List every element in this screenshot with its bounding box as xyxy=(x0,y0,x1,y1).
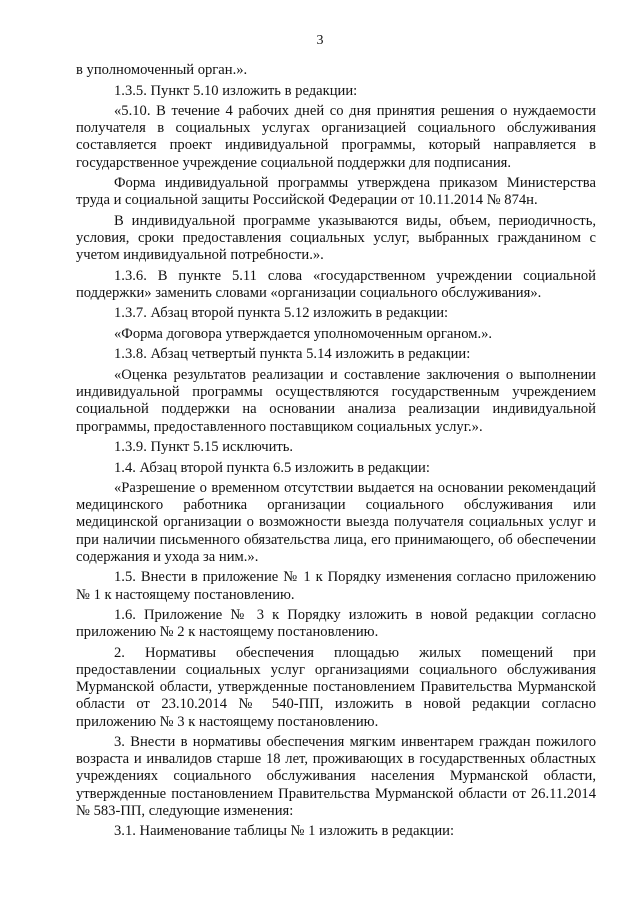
page-number: 3 xyxy=(316,33,324,48)
paragraph: «5.10. В течение 4 рабочих дней со дня принятия решения о нуждаемости получателя в социальных услугах организацией социального обслуживания составляется проект индивидуальной программы, который направляется в государственное учреждение социальной поддержки для подписания. xyxy=(76,103,596,171)
paragraph: 3.1. Наименование таблицы № 1 изложить в редакции: xyxy=(114,823,455,840)
paragraph: 1.3.7. Абзац второй пункта 5.12 изложить в редакции: xyxy=(114,305,449,322)
paragraph: в уполномоченный орган.». xyxy=(76,62,248,78)
paragraph: В индивидуальной программе указываются виды, объем, периодичность, условия, сроки предоставления социальных услуг, выбранных гражданином с учетом индивидуальной потребности.». xyxy=(76,212,596,264)
paragraph: 1.5. Внести в приложение № 1 к Порядку изменения согласно приложению № 1 к настоящему постановлению. xyxy=(76,569,596,603)
paragraph: 1.3.6. В пункте 5.11 слова «государственном учреждении социальной поддержки» заменить словами «организации социального обслуживания». xyxy=(76,267,596,301)
paragraph: 1.3.9. Пункт 5.15 исключить. xyxy=(114,439,294,456)
paragraph: Форма индивидуальной программы утверждена приказом Министерства труда и социальной защиты Российской Федерации от 10.11.2014 № 874н. xyxy=(76,175,596,209)
paragraph: 1.6. Приложение № 3 к Порядку изложить в новой редакции согласно приложению № 2 к настоящему постановлению. xyxy=(76,607,596,641)
paragraph: 1.3.5. Пункт 5.10 изложить в редакции: xyxy=(114,82,358,99)
paragraph: 3. Внести в нормативы обеспечения мягким инвентарем граждан пожилого возраста и инвалидов старше 18 лет, проживающих в государственных областных учреждениях социального обслуживания населения Мурманской области, утвержденные постановлением Правительства Мурманской области от 26.11.2014 № 583-ПП, следующие изменения: xyxy=(76,734,596,819)
paragraph: 1.3.8. Абзац четвертый пункта 5.14 изложить в редакции: xyxy=(114,346,471,363)
paragraph: 2. Нормативы обеспечения площадью жилых помещений при предоставлении социальных услуг организациями социального обслуживания Мурманской области, утвержденные постановлением Правительства Мурманской области от 23.10.2014 № 540-ПП, изложить в новой редакции согласно приложению № 3 к настоящему постановлению. xyxy=(76,644,596,730)
paragraph: 1.4. Абзац второй пункта 6.5 изложить в редакции: xyxy=(114,459,430,476)
paragraph: «Оценка результатов реализации и составление заключения о выполнении индивидуальной программы осуществляются государственным учреждением социальной поддержки на основании анализа реализации индивидуальной программы, предоставленного поставщиком социальных услуг.». xyxy=(76,366,596,435)
paragraph: «Форма договора утверждается уполномоченным органом.». xyxy=(114,325,493,342)
paragraph: «Разрешение о временном отсутствии выдается на основании рекомендаций медицинского работника организации социального обслуживания или медицинской организации о возможности выезда получателя социальных услуг и при наличии письменного обязательства лица, его принимающего, об обеспечении содержания и ухода за ним.». xyxy=(76,480,596,565)
document-body xyxy=(76,62,596,844)
